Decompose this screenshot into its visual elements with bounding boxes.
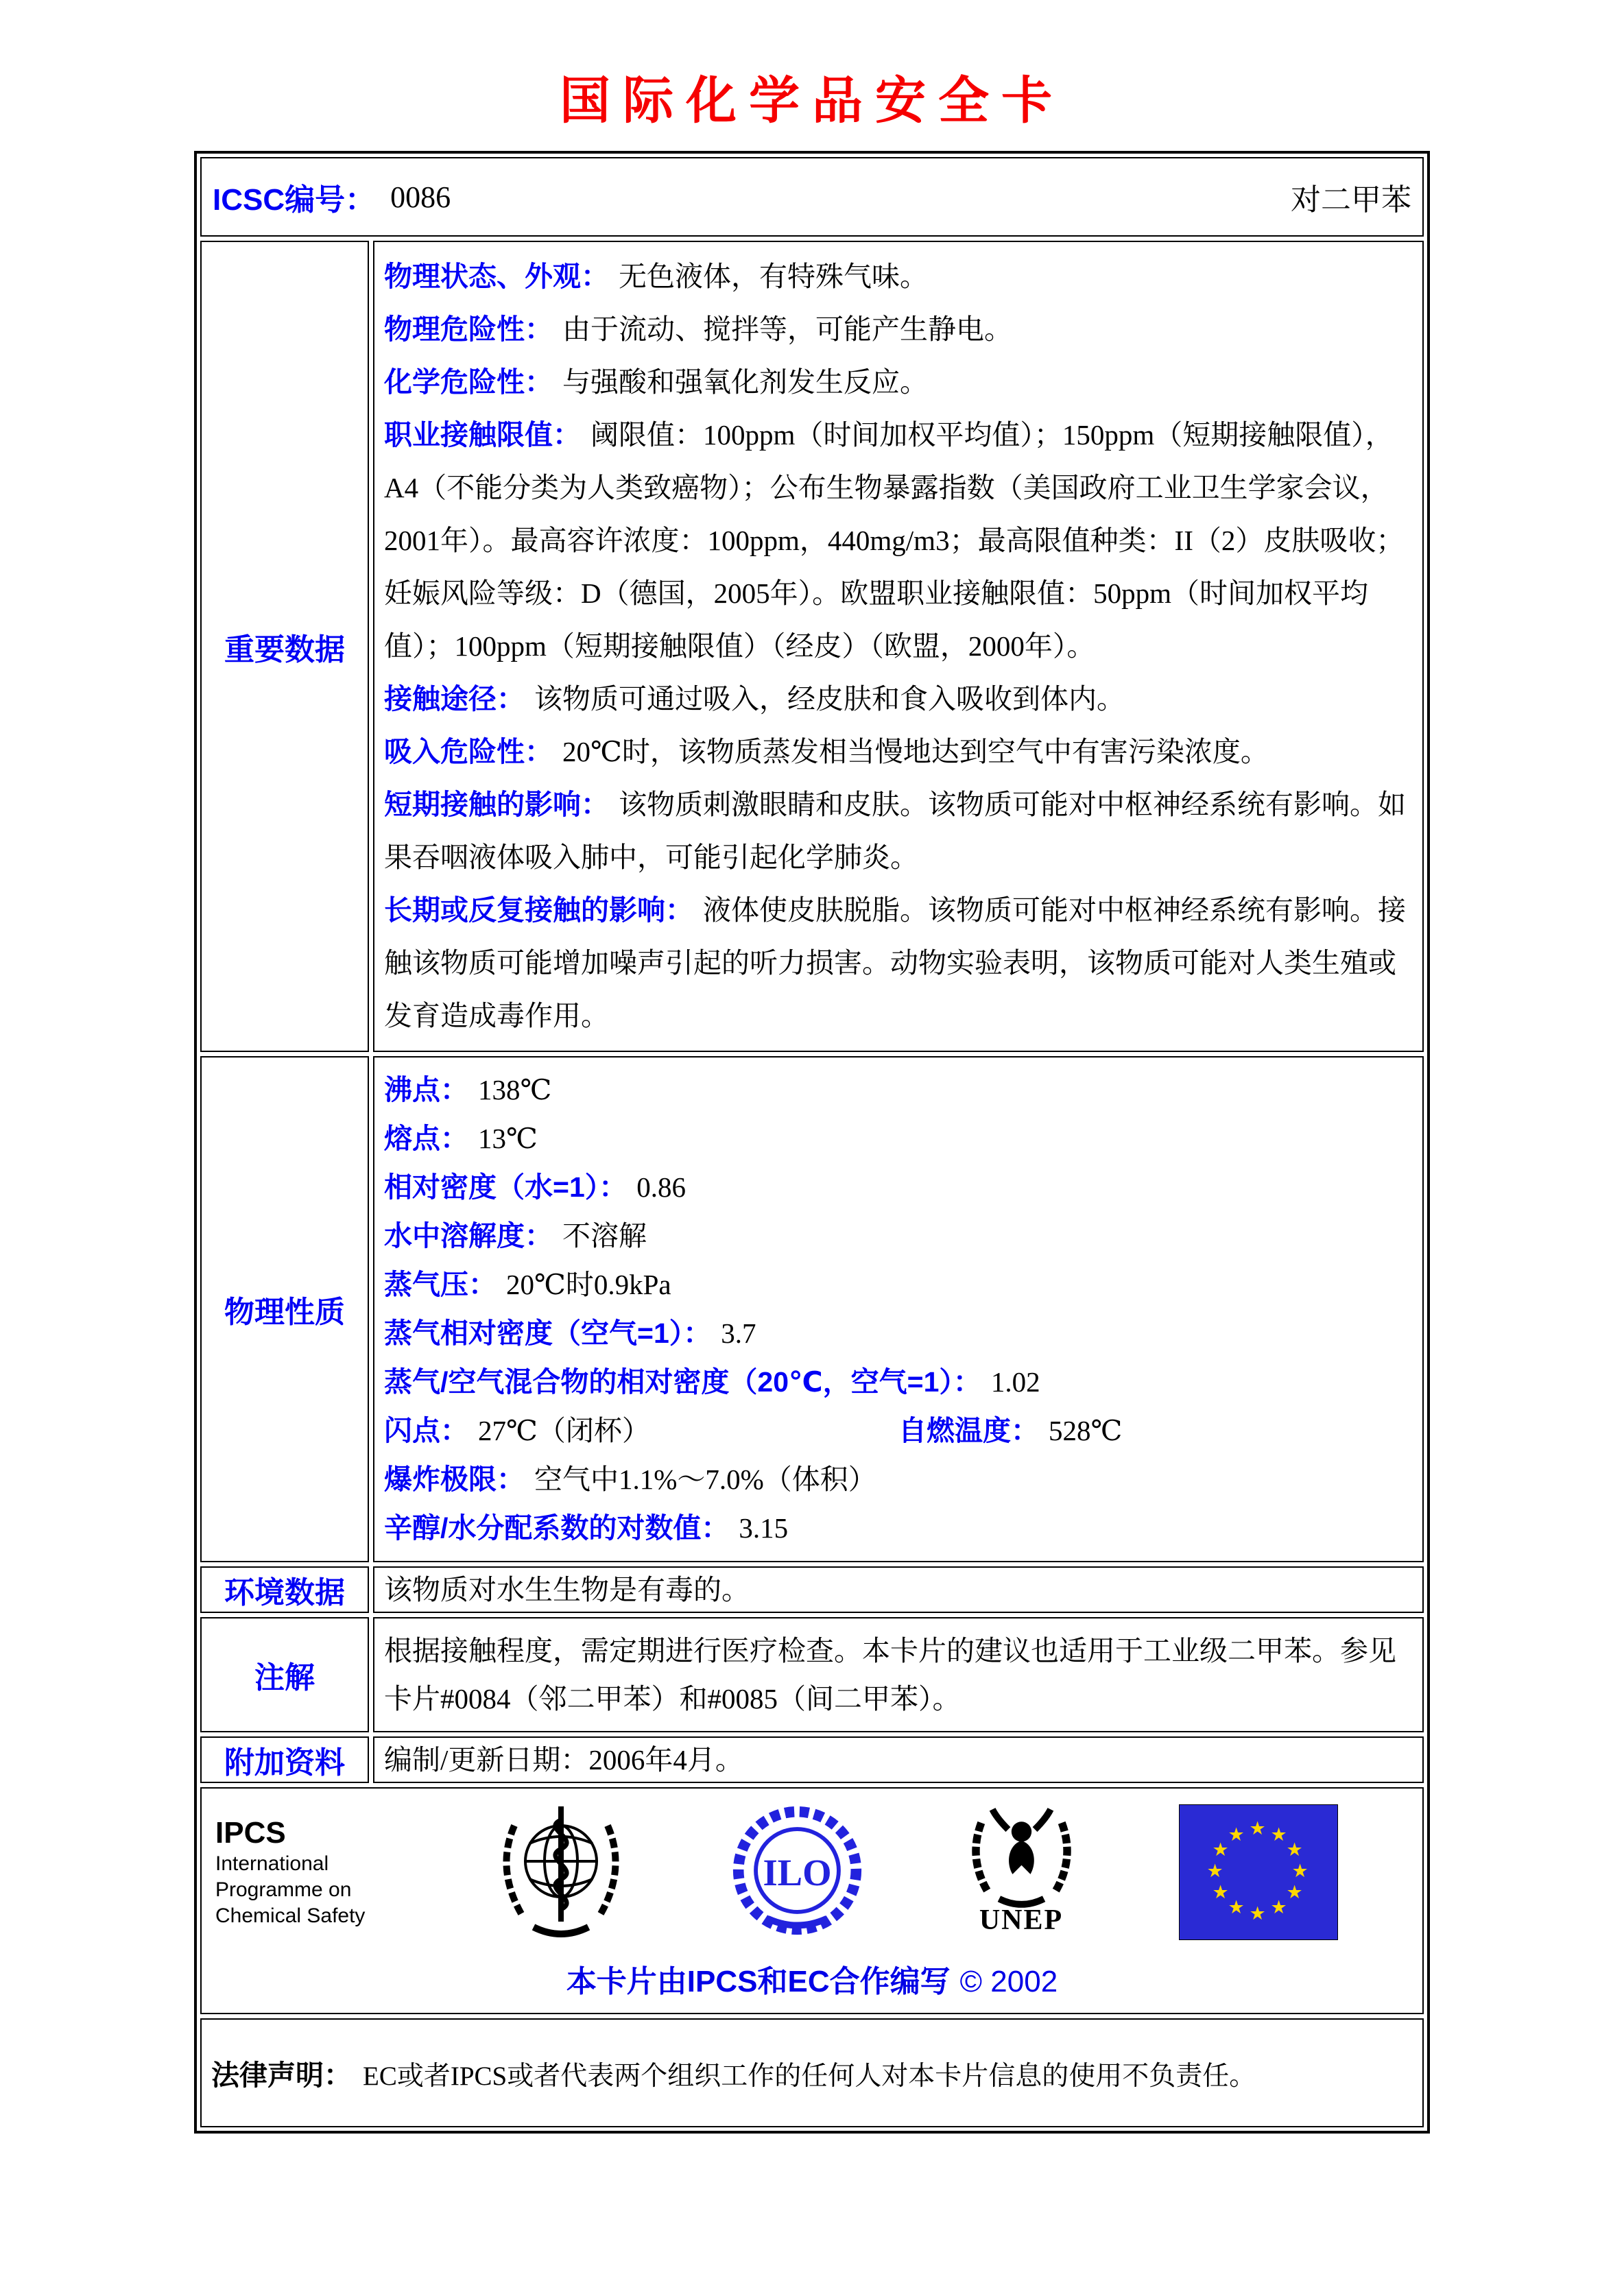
unep-caption: UNEP [979,1904,1064,1936]
field-label: 物理状态、外观： [384,261,609,292]
legal-text: EC或者IPCS或者代表两个组织工作的任何人对本卡片信息的使用不负责任。 [363,2062,1256,2091]
legal-row [200,2018,1424,2127]
field-flash-point-row [384,1407,1413,1455]
section-label-text: 附加资料 [224,1746,345,1780]
section-important-data [200,241,1424,1052]
ipcs-acronym: IPCS [215,1815,286,1850]
field-label: 职业接触限值： [384,419,581,451]
field-short-term-effects [384,778,1413,884]
section-label-notes [200,1617,369,1732]
legal-cell [200,2018,1424,2127]
who-logo-icon [492,1798,630,1946]
chemical-name: 对二甲苯 [1291,183,1411,217]
eu-star-icon: ★ [1212,1881,1229,1903]
eu-star-icon: ★ [1270,1824,1287,1845]
field-value: 13℃ [478,1123,538,1154]
field-value: 不溶解 [562,1220,647,1252]
field-exposure-routes [384,673,1413,726]
field-value: 528℃ [1049,1415,1123,1446]
field-vapor-relative-density [384,1309,1413,1358]
icsc-number-label: ICSC编号： [213,183,376,217]
field-label: 物理危险性： [384,313,553,345]
credit-text: 本卡片由IPCS和EC合作编写 [566,1965,951,1998]
field-label: 相对密度（水=1）： [384,1171,628,1203]
section-label-text: 重要数据 [224,632,345,667]
environmental-data-text: 该物质对水生生物是有毒的。 [384,1574,750,1605]
environmental-data-content [373,1566,1424,1613]
eu-star-icon: ★ [1249,1902,1266,1924]
physical-properties-content [373,1056,1424,1562]
field-octanol-water-partition [384,1504,1413,1553]
section-label-text: 环境数据 [224,1576,345,1610]
ipcs-name-line: Programme on [215,1878,352,1901]
field-occupational-exposure-limits [384,409,1413,673]
section-additional-info [200,1736,1424,1783]
field-physical-state [384,250,1413,303]
field-value: 20℃时0.9kPa [506,1269,671,1300]
field-label: 蒸气相对密度（空气=1）： [384,1317,712,1349]
field-explosive-limits [384,1455,1413,1504]
field-label: 接触途径： [384,683,525,715]
notes-text: 根据接触程度，需定期进行医疗检查。本卡片的建议也适用于工业级二甲苯。参见卡片#0084（邻二甲苯）和#0085（间二甲苯）。 [384,1635,1396,1715]
ipcs-name-line: International [215,1852,329,1875]
important-data-content [373,241,1424,1052]
field-value: 与强酸和强氧化剂发生反应。 [562,366,928,398]
field-value: 0.86 [636,1171,686,1203]
section-label-additional-info [200,1736,369,1783]
field-value: 27℃（闭杯） [478,1415,650,1446]
eu-star-icon: ★ [1249,1817,1266,1839]
field-long-term-effects [384,884,1413,1042]
field-label: 蒸气压： [384,1269,497,1300]
field-label: 沸点： [384,1074,468,1106]
eu-flag-icon [1179,1804,1338,1940]
field-label: 蒸气/空气混合物的相对密度（20℃，空气=1）： [384,1366,981,1398]
header-cell [200,157,1424,237]
credit-line [215,1957,1409,2000]
field-boiling-point [384,1066,1413,1114]
eu-star-icon: ★ [1206,1860,1223,1882]
eu-star-icon: ★ [1291,1860,1309,1882]
additional-info-text: 编制/更新日期：2006年4月。 [384,1744,743,1776]
logos-row [215,1798,1409,1946]
footer-cell [200,1787,1424,2014]
field-water-solubility [384,1212,1413,1261]
field-value: 该物质刺激眼睛和皮肤。该物质可能对中枢神经系统有影响。如果吞咽液体吸入肺中，可能引起化学肺炎。 [384,789,1406,873]
section-label-text: 注解 [254,1661,315,1695]
field-label: 长期或反复接触的影响： [384,894,693,926]
field-label: 自燃温度： [898,1415,1039,1446]
field-physical-danger [384,303,1413,356]
section-label-physical-properties [200,1056,369,1562]
legal-label: 法律声明： [211,2059,352,2091]
svg-text:ILO: ILO [762,1851,832,1893]
field-value: 1.02 [990,1366,1040,1398]
footer-row [200,1787,1424,2014]
icsc-page [0,60,1624,2134]
unep-logo-icon [965,1807,1078,1937]
field-relative-density [384,1163,1413,1212]
field-label: 水中溶解度： [384,1220,553,1252]
field-value: 20℃时，该物质蒸发相当慢地达到空气中有害污染浓度。 [562,736,1269,767]
eu-star-icon: ★ [1228,1824,1245,1845]
section-label-important-data [200,241,369,1052]
logo-strip [421,1798,1409,1946]
section-notes [200,1617,1424,1732]
eu-star-icon: ★ [1228,1896,1245,1918]
copyright-text: © 2002 [959,1965,1058,1998]
eu-star-icon: ★ [1212,1839,1229,1861]
field-value: 由于流动、搅拌等，可能产生静电。 [562,313,1012,345]
field-value: 138℃ [478,1074,552,1106]
field-label: 熔点： [384,1123,468,1154]
section-physical-properties [200,1056,1424,1562]
field-label: 化学危险性： [384,366,553,398]
field-value: 3.15 [739,1512,789,1544]
field-inhalation-risk [384,726,1413,778]
field-label: 爆炸极限： [384,1463,525,1495]
field-autoignition-temperature [898,1407,1122,1455]
header-row [200,157,1424,237]
eu-star-icon: ★ [1286,1839,1303,1861]
field-value: 3.7 [721,1317,756,1349]
field-value: 无色液体，有特殊气味。 [619,261,928,292]
icsc-card [194,151,1430,2134]
field-label: 短期接触的影响： [384,789,609,820]
section-environmental-data [200,1566,1424,1613]
section-label-text: 物理性质 [224,1295,345,1329]
field-chemical-danger [384,356,1413,409]
field-label: 辛醇/水分配系数的对数值： [384,1512,730,1544]
field-label: 吸入危险性： [384,736,553,767]
ipcs-block [215,1815,421,1929]
eu-star-icon: ★ [1286,1881,1303,1903]
field-value: 液体使皮肤脱脂。该物质可能对中枢神经系统有影响。接触该物质可能增加噪声引起的听力损害。动物实验表明，该物质可能对人类生殖或发育造成毒作用。 [384,894,1406,1031]
notes-content [373,1617,1424,1732]
additional-info-content [373,1736,1424,1783]
eu-star-icon: ★ [1270,1896,1287,1918]
field-melting-point [384,1114,1413,1163]
field-value: 该物质可通过吸入，经皮肤和食入吸收到体内。 [534,683,1125,715]
field-vapor-air-mixture-density [384,1358,1413,1407]
field-value: 阈限值：100ppm（时间加权平均值）；150ppm（短期接触限值），A4（不能分类为人类致癌物）；公布生物暴露指数（美国政府工业卫生学家会议，2001年）。最高容许浓度：100ppm，440mg/m3；最高限值种类：II（2）皮肤吸收；妊娠风险等级：D（德国，2005年）。欧盟职业接触限值：50ppm（时间加权平均值）；100ppm（短期接触限值）（经皮）（欧盟，2000年）。 [384,419,1405,662]
field-vapor-pressure [384,1261,1413,1309]
icsc-number-value: 0086 [390,180,451,214]
field-value: 空气中1.1%～7.0%（体积） [534,1463,876,1495]
section-label-environmental-data [200,1566,369,1613]
page-title: 国际化学品安全卡 [560,71,1064,130]
ilo-logo-icon [730,1804,864,1941]
field-flash-point [384,1407,898,1455]
ipcs-name-line: Chemical Safety [215,1904,366,1927]
field-label: 闪点： [384,1415,468,1446]
